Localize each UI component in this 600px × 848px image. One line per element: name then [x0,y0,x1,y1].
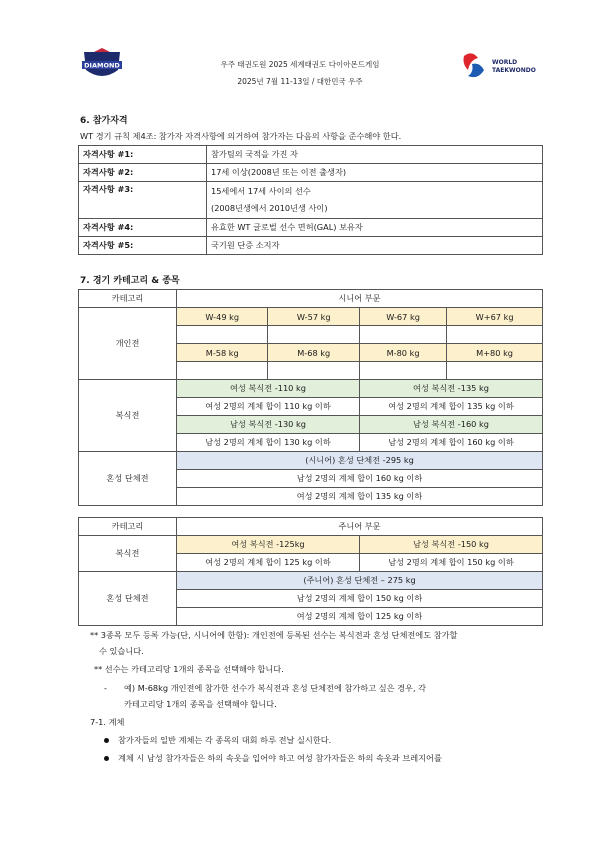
doubles-desc: 여성 2명의 계체 합이 110 kg 이하 [177,398,360,416]
logo-text: DIAMOND [84,61,120,70]
mixed-label: 혼성 단체전 [79,572,177,626]
doubles-desc: 남성 2명의 계체 합이 130 kg 이하 [177,434,360,452]
list-item: 계체 시 남성 참가자들은 하의 속옷을 입어야 하고 여성 참가자들은 하의 속옷과 브레지어를 [104,753,442,764]
doubles-event: 여성 복식전 -110 kg [177,380,360,398]
table-row [79,146,543,164]
eligibility-value: 참가팀의 국적을 가진 자 [207,146,543,164]
doubles-event: 여성 복식전 -135 kg [359,380,542,398]
eligibility-value: 유효한 WT 글로벌 선수 면허(GAL) 보유자 [207,219,543,237]
eligibility-value: 국기원 단증 소지자 [207,237,543,255]
note-1: ** 3종목 모두 등록 가능(단, 시니어에 한함): 개인전에 등록된 선수는 복식전과 혼성 단체전에도 참가할 [90,630,458,640]
mixed-desc: 여성 2명의 계체 합이 135 kg 이하 [177,488,543,506]
doubles-event: 여성 복식전 -125kg [177,536,360,554]
col-division: 주니어 부문 [177,518,543,536]
mixed-event: (주니어) 혼성 단체전 – 275 kg [177,572,543,590]
doubles-label: 복식전 [79,536,177,572]
eligibility-label: 자격사항 #1: [79,146,207,164]
col-category: 카테고리 [79,290,177,308]
col-category: 카테고리 [79,518,177,536]
doubles-desc: 여성 2명의 계체 합이 135 kg 이하 [359,398,542,416]
bullet-icon [104,738,109,743]
weight-class: M-58 kg [177,344,268,362]
weight-class: W-57 kg [268,308,360,326]
doubles-desc: 여성 2명의 계체 합이 125 kg 이하 [177,554,360,572]
table-row [79,182,543,219]
note-3-dash: - [104,683,107,693]
table-row [79,164,543,182]
bullet-icon [104,756,109,761]
mixed-label: 혼성 단체전 [79,452,177,506]
weight-class: M-68 kg [268,344,360,362]
weight-class: W-67 kg [359,308,446,326]
table-row [79,237,543,255]
eligibility-label: 자격사항 #4: [79,219,207,237]
mixed-desc: 여성 2명의 계체 합이 125 kg 이하 [177,608,543,626]
eligibility-table [78,145,543,255]
section-6-intro: WT 경기 규칙 제4조: 참가자 자격사항에 의거하여 참가자는 다음의 사항을 준수해야 한다. [80,131,402,141]
subsection-7-1-title: 7-1. 계체 [90,717,125,727]
individual-label: 개인전 [79,308,177,380]
section-7-title: 7. 경기 카테고리 & 종목 [80,276,180,286]
mixed-desc: 남성 2명의 계체 합이 150 kg 이하 [177,590,543,608]
mixed-event: (시니어) 혼성 단체전 -295 kg [177,452,543,470]
eligibility-value: 17세 이상(2008년 또는 이전 출생자) [207,164,543,182]
section-6-title: 6. 참가자격 [80,116,128,126]
weight-class: W+67 kg [447,308,543,326]
junior-table [78,517,543,626]
doubles-desc: 남성 2명의 계체 합이 160 kg 이하 [359,434,542,452]
logo-taekwondo: TAEKWONDO [492,67,536,74]
col-division: 시니어 부문 [177,290,543,308]
list-item: 참가자들의 일반 계체는 각 종목의 대회 하루 전날 실시한다. [104,735,331,746]
eligibility-label: 자격사항 #5: [79,237,207,255]
note-1-cont: 수 있습니다. [99,646,144,656]
header-date: 2025년 7월 11-13일 / 대한민국 우주 [237,77,363,86]
logo-world: WORLD [492,59,518,66]
note-3: 예) M-68kg 개인전에 참가한 선수가 복식전과 혼성 단체전에 참가하고 싶은 경우, 각 [124,683,427,693]
doubles-label: 복식전 [79,380,177,452]
doubles-event: 남성 복식전 -150 kg [360,536,543,554]
eligibility-label: 자격사항 #2: [79,164,207,182]
weight-class: W-49 kg [177,308,268,326]
doubles-event: 남성 복식전 -160 kg [359,416,542,434]
eligibility-label: 자격사항 #3: [79,182,207,219]
doubles-desc: 남성 2명의 계체 합이 150 kg 이하 [360,554,543,572]
doubles-event: 남성 복식전 -130 kg [177,416,360,434]
weight-class: M-80 kg [359,344,446,362]
eligibility-value: 15세에서 17세 사이의 선수 (2008년생에서 2010년생 사이) [207,182,543,219]
senior-table [78,289,543,506]
note-3-cont: 카테고리당 1개의 종목을 선택해야 합니다. [124,699,277,709]
note-2: ** 선수는 카테고리당 1개의 종목을 선택해야 합니다. [94,664,284,674]
table-row [79,219,543,237]
weight-class: M+80 kg [447,344,543,362]
mixed-desc: 남성 2명의 계체 합이 160 kg 이하 [177,470,543,488]
header-title: 우주 태권도원 2025 세계태권도 다이아몬드게임 [220,60,380,69]
